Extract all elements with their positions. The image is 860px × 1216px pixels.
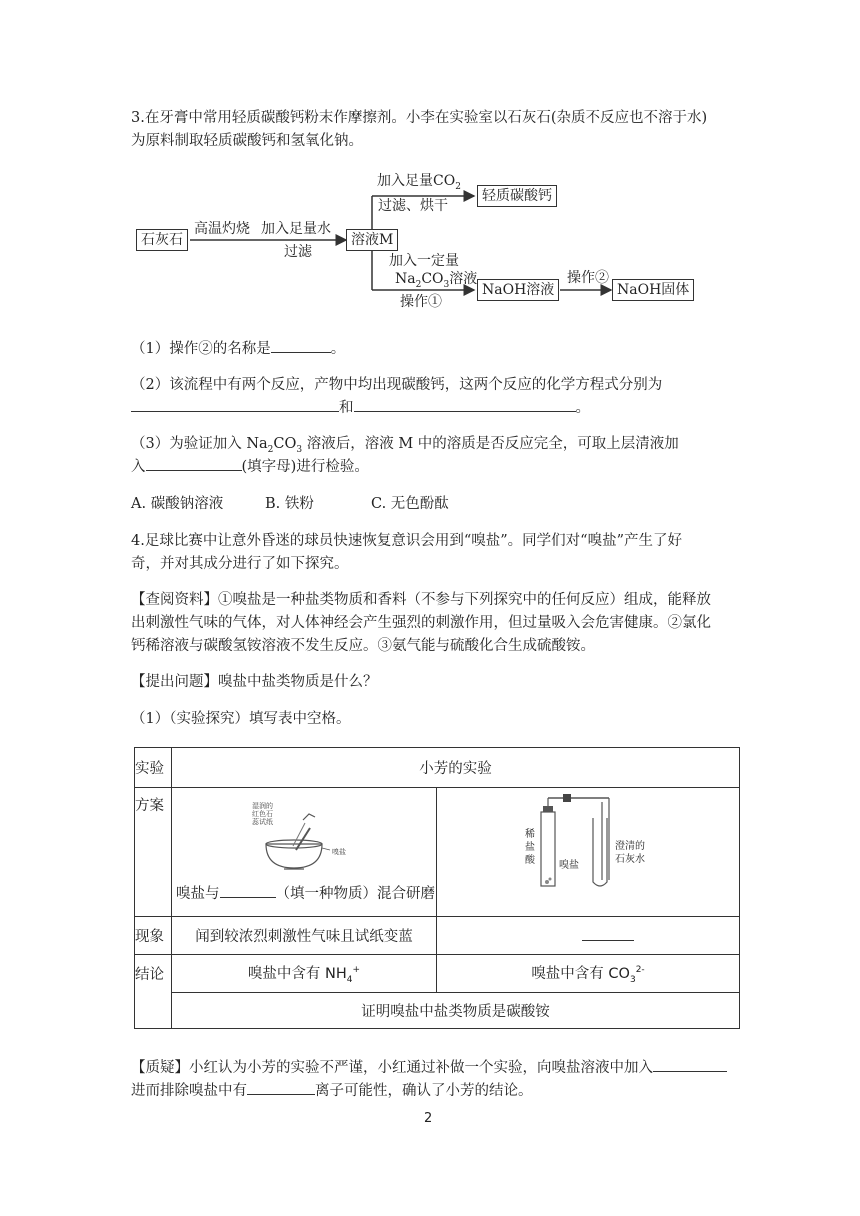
flow-light-caco3-box: 轻质碳酸钙: [477, 185, 557, 207]
q4-sub1: （1）（实验探究）填写表中空格。: [131, 711, 351, 727]
flow-add-water-label: 加入足量水: [261, 221, 331, 237]
cell-title: 小芳的实验: [172, 748, 740, 788]
cell-conclusion-header: 结论: [135, 955, 172, 1029]
cell-plan-1: [172, 788, 437, 917]
q4-info-line-1: 【查阅资料】①嗅盐是一种盐类物质和香料（不参与下列探究中的任何反应）组成，能释放: [131, 592, 711, 608]
q3-option-c: C. 无色酚酞: [371, 496, 449, 512]
q3-sub1-blank[interactable]: [271, 338, 331, 353]
q3-option-a: A. 碳酸钠溶液: [131, 496, 224, 512]
cell-exp-header: 实验: [135, 748, 172, 788]
experiment-table: [134, 747, 740, 1029]
fig2-limewater-label: 澄清的 石灰水: [615, 841, 645, 865]
q4-info-line-2: 出刺激性气味的气体，对人体神经会产生强烈的刺激作用，但过量吸入会危害健康。②氯化: [131, 615, 711, 631]
flow-add-na2co3-label: 加入一定量: [389, 253, 459, 269]
cell-plan-header: 方案: [135, 788, 172, 917]
fig2-acid-label: 稀 盐 酸: [525, 829, 535, 866]
flow-op2-label: 操作②: [567, 270, 609, 286]
flow-filter-label: 过滤: [284, 244, 312, 260]
q4-line-2: 奇，并对其成分进行了如下探究。: [131, 556, 349, 572]
q3-sub3-blank[interactable]: [146, 456, 242, 471]
q4-doubt-line-2: 进而排除嗅盐中有 离子可能性，确认了小芳的结论。: [131, 1080, 533, 1102]
q3-sub2-line-1: （2）该流程中有两个反应，产物中均出现碳酸钙，这两个反应的化学方程式分别为: [131, 377, 663, 393]
flow-naoh-solid-box: NaOH固体: [612, 279, 694, 301]
q3-line-2: 为原料制取轻质碳酸钙和氢氧化钠。: [131, 133, 363, 149]
grinding-figure: 湿润的 红色石 蕊试纸 嗅盐: [172, 788, 436, 876]
cell-plan-2: [437, 788, 740, 917]
page-number: 2: [424, 1111, 433, 1126]
q3-sub2-blank-1[interactable]: [131, 397, 339, 412]
cell-phenomenon-header: 现象: [135, 917, 172, 955]
flow-naoh-solution-box: NaOH溶液: [477, 279, 559, 301]
flow-na2co3-solution-label: $Na_2CO_3$溶液: [395, 271, 478, 290]
q3-sub1: （1）操作②的名称是 。: [131, 338, 345, 360]
q3-option-b: B. 铁粉: [265, 496, 314, 512]
q3-line-1: 3.在牙膏中常用轻质碳酸钙粉末作摩擦剂。小李在实验室以石灰石(杂质不反应也不溶于水): [131, 110, 708, 126]
q3-sub2-line-2: 和 。: [131, 397, 590, 419]
q3-sub3-line-2: 入 (填字母)进行检验。: [131, 456, 369, 478]
table-phenomenon-blank[interactable]: [582, 926, 634, 941]
fig2-salt-label: 嗅盐: [559, 860, 579, 871]
cell-phenomenon-1: 闻到较浓烈刺激性气味且试纸变蓝: [172, 917, 437, 955]
cell-conclusion-2: 嗅盐中含有 $CO_3^{2-}$: [437, 955, 740, 993]
mortar-pestle-icon: [172, 788, 436, 876]
q4-info-line-3: 钙稀溶液与碳酸氢铵溶液不发生反应。③氨气能与硫酸化合生成硫酸铵。: [131, 638, 595, 654]
gas-test-apparatus-icon: [437, 788, 739, 917]
flow-calcine-label: 高温灼烧: [194, 221, 250, 237]
cell-conclusion-1: 嗅盐中含有 $NH_4^+$: [172, 955, 437, 993]
q4-doubt-blank-2[interactable]: [247, 1080, 315, 1095]
q4-doubt-blank-1[interactable]: [653, 1057, 727, 1072]
q3-sub3-line-1: （3）为验证加入 $Na_2CO_3$ 溶液后，溶液 M 中的溶质是否反应完全，可取上层清液加: [131, 436, 679, 455]
q4-question: 【提出问题】嗅盐中盐类物质是什么？: [131, 674, 378, 690]
plan-1-text: 嗅盐与 （填一种物质）混合研磨: [172, 876, 436, 903]
q3-sub2-blank-2[interactable]: [354, 397, 576, 412]
flow-limestone-box: 石灰石: [136, 229, 188, 251]
flow-solution-m-box: 溶液M: [346, 229, 398, 251]
cell-phenomenon-2: [437, 917, 740, 955]
flow-op1-label: 操作①: [400, 294, 442, 310]
flow-add-co2-label: 加入足量$CO_2$: [377, 173, 461, 192]
cell-final-conclusion: 证明嗅盐中盐类物质是碳酸铵: [172, 993, 740, 1029]
table-plan-blank[interactable]: [220, 883, 276, 898]
q4-doubt-line-1: 【质疑】小红认为小芳的实验不严谨，小红通过补做一个实验，向嗅盐溶液中加入: [131, 1057, 727, 1079]
q4-line-1: 4.足球比赛中让意外昏迷的球员快速恢复意识会用到“嗅盐”。同学们对“嗅盐”产生了好: [131, 533, 682, 549]
flow-filter-dry-label: 过滤、烘干: [378, 198, 448, 214]
